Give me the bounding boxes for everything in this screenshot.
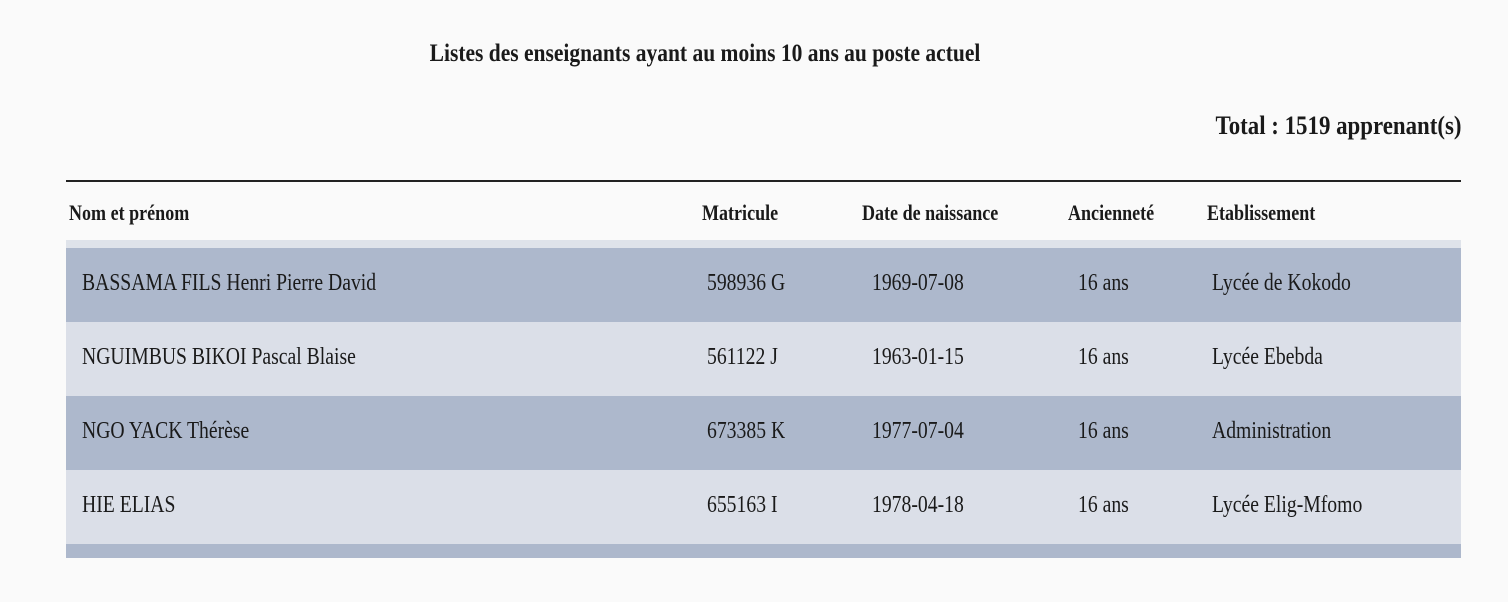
teachers-table <box>66 180 1461 558</box>
cell-matricule: 598936 G <box>707 270 786 296</box>
header-birthdate[interactable]: Date de naissance <box>862 200 999 225</box>
table-footer-band <box>66 544 1461 558</box>
cell-birthdate: 1977-07-04 <box>872 418 964 444</box>
cell-anciennete: 16 ans <box>1078 492 1129 518</box>
cell-name: HIE ELIAS <box>82 492 176 518</box>
cell-anciennete: 16 ans <box>1078 418 1129 444</box>
cell-name: NGO YACK Thérèse <box>82 418 250 444</box>
cell-birthdate: 1963-01-15 <box>872 344 964 370</box>
page-title: Listes des enseignants ayant au moins 10 ans au poste actuel <box>429 40 981 67</box>
cell-name: BASSAMA FILS Henri Pierre David <box>82 270 377 296</box>
header-matricule[interactable]: Matricule <box>702 200 779 225</box>
table-row[interactable] <box>66 322 1461 396</box>
header-name[interactable]: Nom et prénom <box>69 200 190 225</box>
header-anciennete[interactable]: Ancienneté <box>1068 200 1155 225</box>
cell-etablissement: Administration <box>1212 418 1332 444</box>
table-row[interactable] <box>66 248 1461 322</box>
table-row[interactable] <box>66 470 1461 544</box>
cell-name: NGUIMBUS BIKOI Pascal Blaise <box>82 344 356 370</box>
cell-birthdate: 1978-04-18 <box>872 492 964 518</box>
cell-matricule: 655163 I <box>707 492 778 518</box>
total-count: Total : 1519 apprenant(s) <box>1215 111 1462 140</box>
cell-anciennete: 16 ans <box>1078 270 1129 296</box>
cell-anciennete: 16 ans <box>1078 344 1129 370</box>
table-header <box>66 182 1461 240</box>
cell-etablissement: Lycée Elig-Mfomo <box>1212 492 1363 518</box>
cell-etablissement: Lycée Ebebda <box>1212 344 1323 370</box>
cell-matricule: 561122 J <box>707 344 778 370</box>
header-separator <box>66 240 1461 248</box>
cell-etablissement: Lycée de Kokodo <box>1212 270 1351 296</box>
header-etablissement[interactable]: Etablissement <box>1207 200 1316 225</box>
cell-birthdate: 1969-07-08 <box>872 270 964 296</box>
cell-matricule: 673385 K <box>707 418 786 444</box>
table-row[interactable] <box>66 396 1461 470</box>
